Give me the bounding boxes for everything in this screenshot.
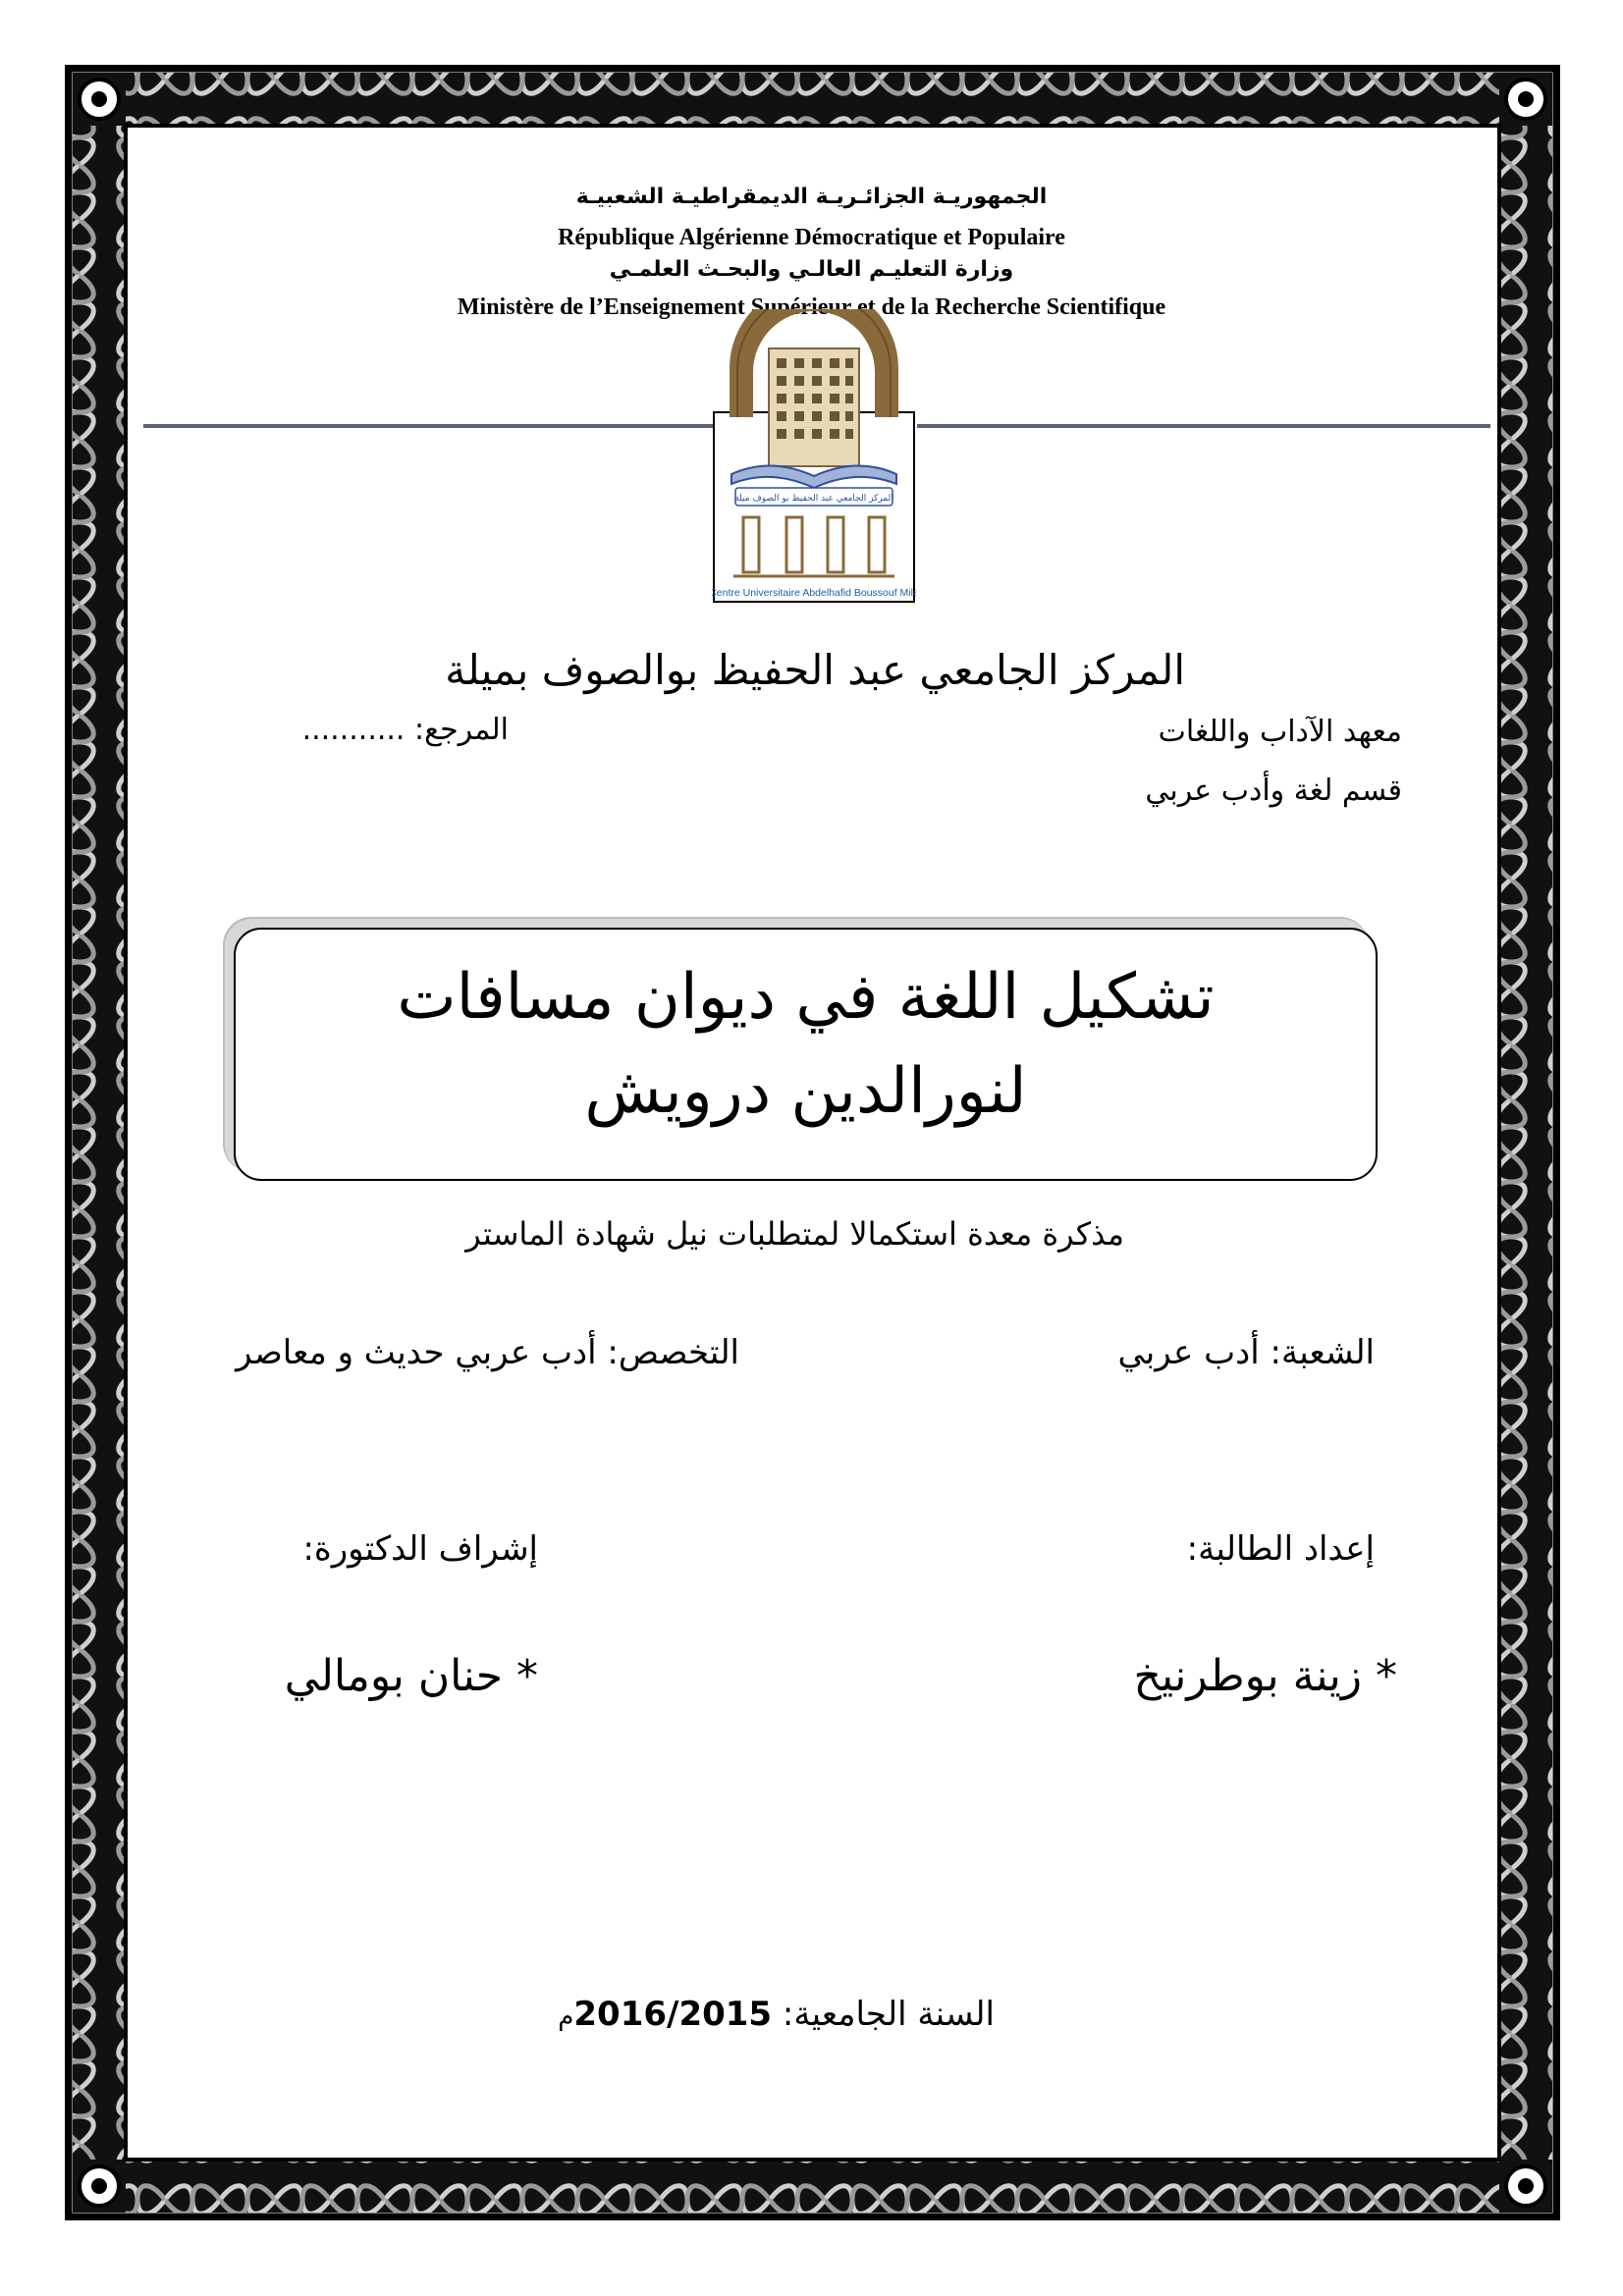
university-logo <box>712 309 916 604</box>
republic-name-fr: République Algérienne Démocratique et Populaire <box>558 225 1065 250</box>
center-name: المركز الجامعي عبد الحفيظ بوالصوف بميلة <box>445 646 1185 694</box>
academic-year-label: السنة الجامعية: <box>772 1995 995 2034</box>
prepared-by-label: إعداد الطالبة: <box>1186 1529 1375 1569</box>
corner-ornament-top-left <box>78 78 121 121</box>
supervisor-name: * حنان بومالي <box>284 1651 538 1701</box>
institute-name: معهد الآداب واللغات <box>1158 715 1402 749</box>
logo-banner-text: المركز الجامعي عبد الحفيظ بو الصوف ميلة <box>734 494 893 504</box>
student-name: * زينة بوطرنيخ <box>1133 1651 1397 1701</box>
corner-ornament-top-right <box>1504 78 1547 121</box>
thesis-title-line-2: لنورالدين درويش <box>584 1055 1027 1128</box>
department-name: قسم لغة وأدب عربي <box>1145 774 1402 808</box>
ministry-name-ar: وزارة التعليـم العالـي والبحـث العلمـي <box>609 257 1014 282</box>
republic-name-ar: الجمهوريـة الجزائـريـة الديمقراطيـة الشعبيـة <box>575 185 1048 209</box>
thesis-title-line-1: تشكيل اللغة في ديوان مسافات <box>397 961 1215 1034</box>
thesis-title-box <box>234 928 1378 1181</box>
corner-ornament-bottom-left <box>78 2164 121 2208</box>
thesis-subtitle: مذكرة معدة استكمالا لمتطلبات نيل شهادة الماستر <box>465 1215 1124 1253</box>
academic-year-suffix: م <box>558 2002 574 2032</box>
supervised-by-label: إشراف الدكتورة: <box>302 1529 538 1569</box>
specialty-field: التخصص: أدب عربي حديث و معاصر <box>236 1333 739 1372</box>
branch-field: الشعبة: أدب عربي <box>1117 1333 1375 1372</box>
academic-year <box>558 1995 995 2034</box>
reference-field: المرجع: ........... <box>301 713 509 747</box>
ministry-name-fr: Ministère de l’Enseignement Supérieur et de la Recherche Scientifique <box>457 294 1166 320</box>
corner-ornament-bottom-right <box>1504 2164 1547 2208</box>
academic-year-value: 2016/2015 <box>573 1995 773 2034</box>
header-rule-right <box>917 424 1490 428</box>
header-rule-left <box>143 424 713 428</box>
logo-caption: Centre Universitaire Abdelhafid Boussouf Mila <box>712 587 916 599</box>
